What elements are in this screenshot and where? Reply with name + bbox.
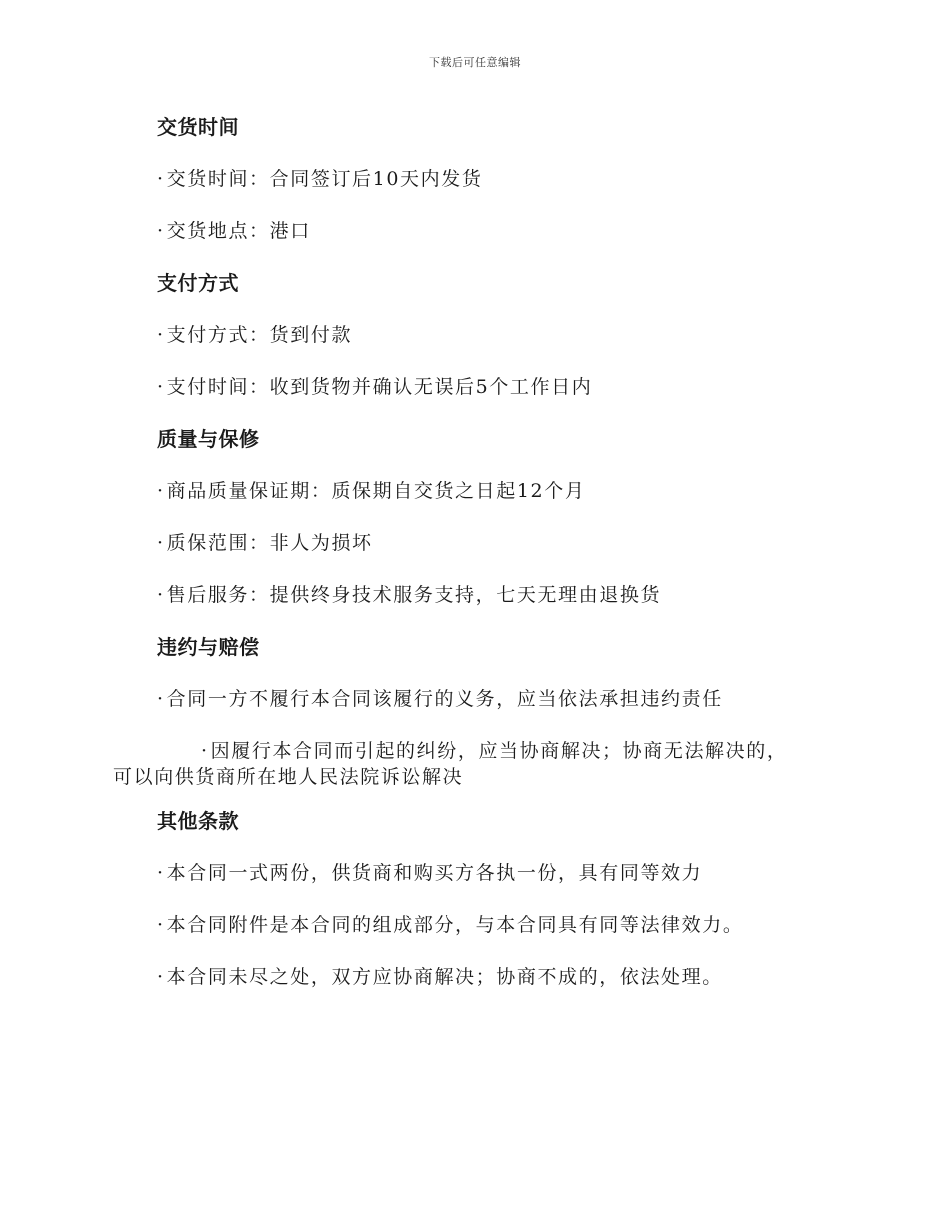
bullet-icon: · xyxy=(201,740,209,762)
list-item xyxy=(157,578,950,630)
list-item xyxy=(157,318,950,370)
list-item xyxy=(157,370,950,422)
item-text: 本合同一式两份，供货商和购买方各执一份，具有同等效力 xyxy=(166,862,703,884)
item-text: 质保范围：非人为损坏 xyxy=(166,532,373,554)
list-item xyxy=(157,960,950,1012)
section-title-breach: 违约与赔偿 xyxy=(157,635,260,659)
item-text: 本合同附件是本合同的组成部分，与本合同具有同等法律效力。 xyxy=(166,914,744,936)
bullet-icon: · xyxy=(157,168,165,190)
section-title-delivery: 交货时间 xyxy=(157,115,239,139)
list-item xyxy=(157,908,950,960)
item-text: 支付方式：货到付款 xyxy=(166,324,353,346)
bullet-icon: · xyxy=(157,324,165,346)
bullet-icon: · xyxy=(157,220,165,242)
list-item xyxy=(157,214,950,266)
item-text: 合同一方不履行本合同该履行的义务，应当依法承担违约责任 xyxy=(166,688,723,710)
item-text: 支付时间：收到货物并确认无误后5个工作日内 xyxy=(166,376,593,398)
list-item xyxy=(157,474,950,526)
item-text: 售后服务：提供终身技术服务支持，七天无理由退换货 xyxy=(166,584,662,606)
bullet-icon: · xyxy=(157,966,165,988)
document-body xyxy=(0,110,950,1012)
section-title-quality: 质量与保修 xyxy=(157,427,260,451)
item-text: 本合同未尽之处，双方应协商解决；协商不成的，依法处理。 xyxy=(166,966,723,988)
list-item xyxy=(157,682,950,734)
item-text: 交货时间：合同签订后10天内发货 xyxy=(166,168,483,190)
bullet-icon: · xyxy=(157,532,165,554)
item-text: 因履行本合同而引起的纠纷，应当协商解决；协商无法解决的，可以向供货商所在地人民法院诉讼解决 xyxy=(113,740,788,788)
bullet-icon: · xyxy=(157,480,165,502)
bullet-icon: · xyxy=(157,584,165,606)
list-item xyxy=(157,856,950,908)
bullet-icon: · xyxy=(157,376,165,398)
page-header-note: 下载后可任意编辑 xyxy=(429,56,521,69)
list-item xyxy=(157,162,950,214)
bullet-icon: · xyxy=(157,914,165,936)
list-item xyxy=(157,526,950,578)
section-title-other: 其他条款 xyxy=(157,809,239,833)
section-title-payment: 支付方式 xyxy=(157,271,239,295)
bullet-icon: · xyxy=(157,862,165,884)
item-text: 商品质量保证期：质保期自交货之日起12个月 xyxy=(166,480,586,502)
item-text: 交货地点：港口 xyxy=(166,220,311,242)
bullet-icon: · xyxy=(157,688,165,710)
list-item xyxy=(113,734,793,804)
